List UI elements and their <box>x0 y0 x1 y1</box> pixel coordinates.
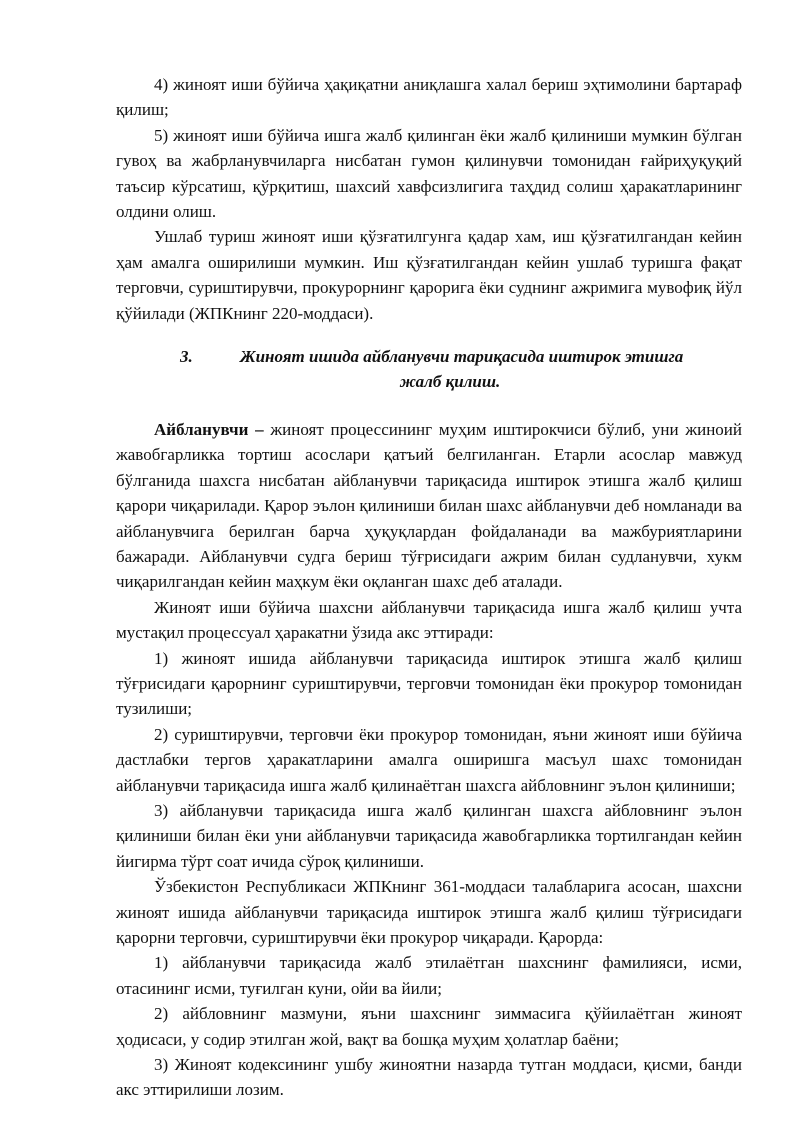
section-heading-line1 <box>116 344 742 369</box>
paragraph-action-3: 3) айбланувчи тариқасида ишга жалб қилинган шахсга айбловнинг эълон қилиниши билан ёки уни айбланувчи тариқасида жавобгарликка тортилгандан кейин йигирма тўрт соат ичида сўроқ қилиниши. <box>116 800 742 871</box>
paragraph-action-1: 1) жиноят ишида айбланувчи тариқасида иштирок этишга жалб қилиш тўғрисидаги қарорнинг суриштирувчи, терговчи томонидан ёки прокурор томонидан тузилиши; <box>116 648 742 719</box>
paragraph-article-361: Ўзбекистон Республикаси ЖПКнинг 361-моддаси талабларига асосан, шахсни жиноят ишида айбланувчи тариқасида иштирок этишга жалб қилиш тўғрисидаги қарорни терговчи, суриштирувчи ёки прокурор чиқаради. Қарорда: <box>116 877 742 947</box>
paragraph-decision-item-2: 2) айбловнинг мазмуни, яъни шахснинг зиммасига қўйилаётган жиноят ҳодисаси, у содир этилган жой, вақт ва бошқа муҳим ҳолатлар баёни; <box>116 1004 742 1049</box>
section-heading-text2: жалб қилиш. <box>399 372 501 392</box>
section-heading <box>116 344 742 395</box>
paragraph-action-2: 2) суриштирувчи, терговчи ёки прокурор томонидан, яъни жиноят иши бўйича дастлабки тергов ҳаракатларини амалга оширишга масъул шахс томонидан айбланувчи тариқасида ишга жалб қилинаётган шахсга айбловнинг эълон қилиниши; <box>116 724 742 795</box>
spacer <box>116 395 742 417</box>
paragraph-detention: Ушлаб туриш жиноят иши қўзғатилгунга қадар хам, иш қўзғатилгандан кейин ҳам амалга оширилиши мумкин. Иш қўзғатилгандан кейин ушлаб туришга фақат терговчи, суриштирувчи, прокурорнинг қарорига ёки суднинг ажримига мувофиқ йўл қўйилади (ЖПКнинг 220-моддаси). <box>116 227 742 323</box>
paragraph-definition <box>116 417 742 595</box>
definition-text: жиноят процессининг муҳим иштирокчиси бўлиб, уни жиноий жавобгарликка тортиш асослари қатъий белгиланган. Етарли асослар мавжуд бўлганида шахсга нисбатан айбланувчи тариқасида иштирок этишга жалб қилиш қарори чиқарилади. Қарор эълон қилиниши билан шахс айбланувчи деб номланади ва айбланувчига берилган барча ҳуқуқлардан фойдаланади ва мажбуриятларини бажаради. Айбланувчи судга бериш тўғрисидаги ажрим билан судланувчи, хукм чиқарилгандан кейин маҳкум ёки оқланган шахс деб аталади. <box>116 419 742 592</box>
paragraph-three-actions: Жиноят иши бўйича шахсни айбланувчи тариқасида ишга жалб қилиш учта мустақил процессуал ҳаракатни ўзида акс эттиради: <box>116 597 742 643</box>
paragraph-item-4: 4) жиноят иши бўйича ҳақиқатни аниқлашга халал бериш эҳтимолини бартараф қилиш; <box>116 75 742 120</box>
paragraph-decision-item-3: 3) Жиноят кодексининг ушбу жиноятни назарда тутган моддаси, қисми, банди акс эттирилиши лозим. <box>116 1055 742 1100</box>
defined-term: Айбланувчи – <box>154 419 264 439</box>
paragraph-decision-item-1: 1) айбланувчи тариқасида жалб этилаётган шахснинг фамилияси, исми, отасининг исми, туғилган куни, ойи ва йили; <box>116 953 742 998</box>
paragraph-item-5: 5) жиноят иши бўйича ишга жалб қилинган ёки жалб қилиниши мумкин бўлган гувоҳ ва жабрланувчиларга нисбатан гумон қилинувчи томонидан ғайриҳуқуқий таъсир кўрсатиш, қўрқитиш, шахсий хавфсизлигига таҳдид солиш ҳаракатларининг олдини олиш. <box>116 125 742 222</box>
section-heading-text1: Жиноят ишида айбланувчи тариқасида иштирок этишга <box>240 347 684 367</box>
section-number: 3. <box>180 347 193 367</box>
